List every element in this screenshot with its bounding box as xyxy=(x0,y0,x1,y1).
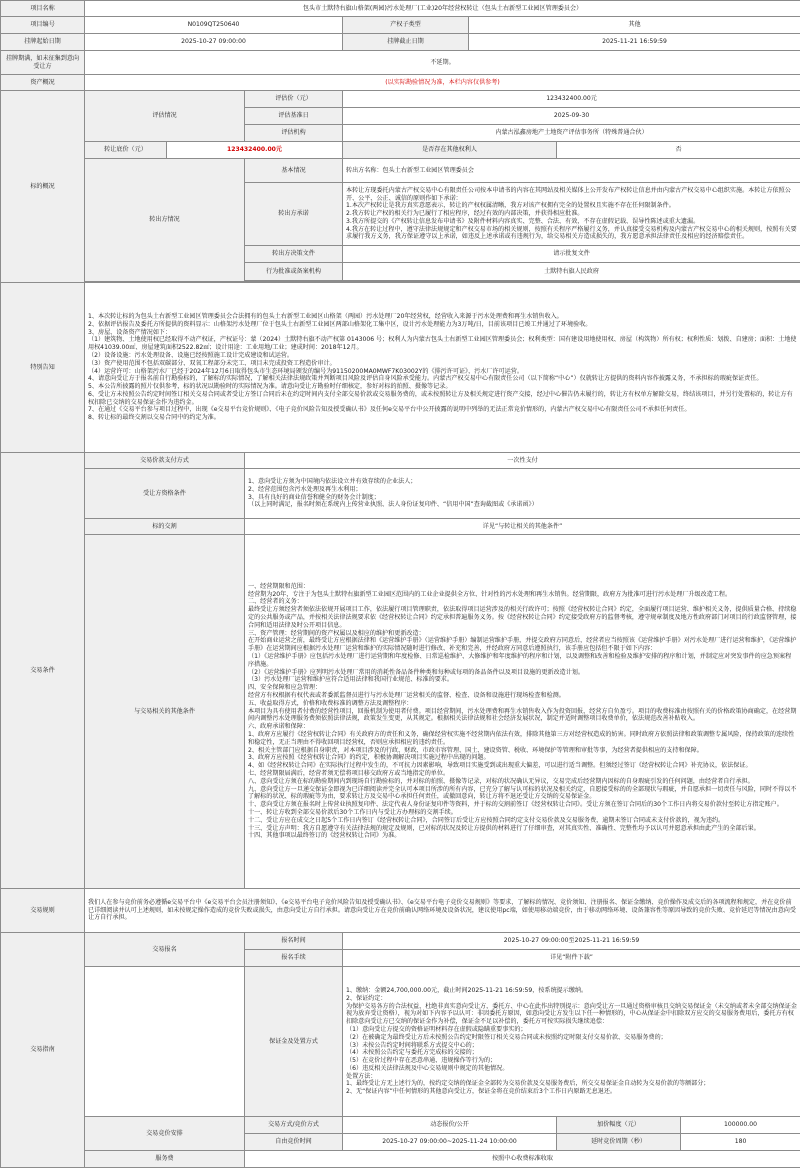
eval-date: 2025-09-30 xyxy=(343,108,800,125)
eval-value-label: 评估价（元） xyxy=(245,91,343,108)
condition-line: （1）《运营维护手册》应包括污水处理厂进行运营期和年度检修、日常巡检维护、大修维护和年度维护的程序和计划，以及调整和改善和检验及维护安排的程序和计划，并制定应对突发事件的应急预案程序措施。 xyxy=(248,653,797,669)
other-rights-label: 是否存在其他权利人 xyxy=(343,142,557,159)
other-rights: 否 xyxy=(557,142,800,159)
condition-line: 2、相关主管部门应根据自身职责，对本项目涉及的行政、财政、市政市容管理、国土、建设资管、税收、环境保护等管理和审批等事，为经营者提供相应的支持和保障。 xyxy=(248,747,797,755)
deposit-rules xyxy=(343,967,800,1117)
approval-org: 土默特右旗人民政府 xyxy=(343,263,800,281)
deposit-line: 为保护交易各方的合法权益，杜绝非真实意向受让方，委托方、中心在此作出特别提示：意向受让方一旦通过资格审核且交纳交易保证金（未交纳或者未全部交纳保证金视为放弃受让资格），视为对如下内容予以认可：非因委托方原因，如意向受让方发生以下任一种情形的，中心从保证金中扣除双方应交的交易服务费用后，委托方有权扣除意向受让方已交纳的保证金作为补偿，保证金不足以补偿的，委托方可按实际损失继续追偿： xyxy=(346,1003,797,1026)
listing-end: 2025-11-21 16:59:59 xyxy=(469,34,800,51)
condition-line: 十一、转让方收到全部交易价款后30个工作日内与受让方办理标的交割手续。 xyxy=(248,809,797,817)
fee-label: 服务费 xyxy=(85,1151,245,1168)
condition-line: 4、如《经营权转让合同》在实际执行过程中发生的，不可抗力因素影响，导致项目实施受到或出现重大偏差，可以进行适当调整。但须经过签订《经营权转让合同》补充协议，依法保证。 xyxy=(248,762,797,770)
notice-line: 4、请意向受让方于报名前自行勘验标的，了解标的实际情况，了解相关法律法规政策并判断项目风险及评估自身风险承受能力。内蒙古产权交易中心有限责任公司（以下简称“中心”）仅就转让方提供的资料内容作披露义务，不承担标的瑕疵保证责任。 xyxy=(88,375,797,383)
payment-method: 一次性支付 xyxy=(245,453,800,469)
notice-line: 7、在通过《交易平台参与项目过程中，出现《e交易平台竞价规则》、《电子竞价风险告知及授受确认书》及任何e交易平台中公开披露的说明中列举的无法正常竞价情形的，内蒙古产权交易中心有限责任公司不承担任何责任。 xyxy=(88,406,797,414)
payment-label: 交易价款支付方式 xyxy=(85,453,245,469)
listing-start-label: 挂牌起始日期 xyxy=(1,34,85,51)
reg-proc-label: 报名手续 xyxy=(245,950,343,967)
reg-time-label: 报名时间 xyxy=(245,933,343,950)
bid-method: 动态报价/公开 xyxy=(343,1117,557,1134)
reg-time: 2025-10-27 09:00:00至2025-11-21 16:59:59 xyxy=(343,933,800,950)
condition-line: 在开始商业运营之前，最终受让方应根据法律和《运营维护手册》（运营维护手册）编制运营维护手册，并提交政府方同意后，经营者应当按照该《运营维护手册》对污水处理厂进行运营和维护，《运营维护手册》在运营期间应根据污水处理厂运营和维护的实际情况随时进行修改、补充和完善，并经政府方同意后遵照执行，该手册应包括但不限于如下内容： xyxy=(248,637,797,653)
bid-method-label: 交易方式/竞价方式 xyxy=(245,1117,343,1134)
asset-type-label: 产权子类型 xyxy=(343,17,469,34)
notice-line: 8、转让标的最终交割以交易合同中的约定为准。 xyxy=(88,414,797,422)
condition-line: （3）污水处理厂运营和维护应符合适用法律和我国行业规范、标准的要求。 xyxy=(248,676,797,684)
decision-doc-label: 转出方决策文件 xyxy=(245,246,343,263)
transferor-promise-label: 转出方承诺 xyxy=(245,183,343,246)
condition-line: 经营期为20年，专注于为包头土默特右旗新型工业园区范围内的工业企业提供全方位、针对性的污水处理和再生水销售。经营期限，政府方为批准可进行污水处理厂升级改造工程。 xyxy=(248,591,797,599)
qualification-label: 受让方资格条件 xyxy=(85,469,245,519)
condition-line: 经营方有权根据有权代表或者委派监督员进行与污水处理厂运营相关的监督、检查、设备和设施进行现场检查和检测。 xyxy=(248,692,797,700)
asset-overview-label: 资产概况 xyxy=(1,75,85,91)
fee: 按照中心收费标准收取 xyxy=(245,1151,800,1168)
condition-line: 七、经营期限届满后，经营者须无偿将项目移交政府方或当地指定的单位。 xyxy=(248,770,797,778)
project-no: N0109QT250640 xyxy=(85,17,343,34)
notice-line: 3、房屋、设备资产情况如下： xyxy=(88,329,797,337)
bid-time-label: 自由竞价时间 xyxy=(245,1134,343,1151)
other-conditions-label: 与交易相关的其他条件 xyxy=(85,535,245,889)
deposit-line: 2、无“保证内容”中任何情形的其他意向受让方，保证金将在竞价结束后3个工作日内原路无息退还。 xyxy=(346,1088,797,1096)
deposit-line: 1、缴纳：金额24,700,000.00元，截止时间2025-11-21 16:59:59，按系统提示缴纳。 xyxy=(346,987,797,995)
deposit-line: （5）在竞价过程中存在恶意串通、违规操作等行为的； xyxy=(346,1057,797,1065)
condition-line: 一、经营期限和范围： xyxy=(248,583,797,591)
deposit-line: （6）违反相关法律法规及中心交易规则中规定的其他情况。 xyxy=(346,1065,797,1073)
qual-line: 2、经营范围包含污水处理及再生水利用； xyxy=(248,486,797,494)
notice-line: （1）建筑物、土地使用权已经取得不动产权证，产权证号：蒙（2024）土默特右旗不动产权第 0143006 号；权利人为内蒙古包头土右新型工业园区管理委员会；权利类型：国有建设用地使用权、房屋（构筑物）所有权；权利性质：划拨、自建房；面积：土地使用权41039.00㎡、房屋建筑面积2522.82㎡；设计用途：工业用地/工业；建成时间：2018年12月。 xyxy=(88,336,797,352)
guide-label: 交易指南 xyxy=(1,933,85,1168)
condition-line: 本项目为具有使用者付费的经营性项目，回报机制为使用者付费。项目经营期间，污水处理费和再生水销售收入作为投资回报，经营方自负盈亏。项目的收费标准由按照有关的价格政策协商确定，在经营期间内调整污水处理服务费须依照法律法规，政策发生变更，从其规定。根据相关法律法规和社会经济发展状况，制定并适时调整项目收费单价，依法规范改善补贴收入。 xyxy=(248,708,797,724)
deposit-line: 2、保证约定： xyxy=(346,995,797,1003)
reg-proc: 详见“附件下载” xyxy=(343,950,800,967)
special-notice-label: 特别告知 xyxy=(1,283,85,453)
bidding-label: 交易竞价安排 xyxy=(85,1117,245,1151)
registration-label: 交易报名 xyxy=(85,933,245,967)
deposit-line: 处置方法： xyxy=(346,1073,797,1081)
conditions-label: 交易条件 xyxy=(1,453,85,889)
eval-section-label: 评估情况 xyxy=(85,91,245,142)
deposit-line: 1、最终受让方无上述行为的，按约定交纳的保证金全部转为交易价款及交易服务费后，所交交易保证金自动转为交易价款的等额部分； xyxy=(346,1080,797,1088)
eval-value: 123432400.00元 xyxy=(343,91,800,108)
condition-line: 九、意向受让方一旦递交保证金即视为已详细阅读并完全认可本项目所涉的所有内容，已充分了解与认可标的状况及相关约定，自愿接受标的的全部现状与瑕疵，并自愿承担一切责任与风险，同时不得以不了解标的状况、标的瑕疵等为由，要求转让方及交易中心承担任何责任，或撤回意向，转让方将不退还受让方交纳的交易保证金。 xyxy=(248,786,797,802)
extension-label: 挂牌期满，如未征集到意向受让方 xyxy=(1,51,85,75)
deposit-line: （2）在被确定为最终受让方后未按照公告约定时限签订相关交易合同或未按照约定时限支付交易价款、交易服务费的； xyxy=(346,1034,797,1042)
deposit-label: 保证金及处置方式 xyxy=(245,967,343,1117)
delay-label: 延时竞价周期（秒） xyxy=(557,1134,681,1151)
notice-line: 2、依据评估报告及委托方所提供的资料显示：山格架污水处理厂位于包头土右新型工业园区两部山格架化工集中区，设计污水处理能力为3万吨/日，目前该项目已竣工并通过了环境验收。 xyxy=(88,321,797,329)
bid-time: 2025-10-27 09:00:00~2025-11-24 10:00:00 xyxy=(343,1134,557,1151)
condition-line: 三、资产管理：经营期间的资产权属以及相应的维护和更新改造： xyxy=(248,630,797,638)
base-price-label: 转让底价（元） xyxy=(85,142,167,159)
delivery-value: 详见“与转让相关的其他条件” xyxy=(245,519,800,535)
qualification-conditions xyxy=(245,469,800,519)
increment: 100000.00 xyxy=(681,1117,800,1134)
notice-line: （3）资产使用范围不包括双碳部分、双氧工程部分未完工、项目未完成投资工程造价审计。 xyxy=(88,360,797,368)
condition-line: （2）《运营维护手册》应列明污水处理厂常用的消耗性备品备件种类和每种或每项的备品备件以及项目设施的更新改造计划。 xyxy=(248,669,797,677)
base-price: 123432400.00元 xyxy=(167,142,343,159)
delay: 180 xyxy=(681,1134,800,1151)
notice-line: 1、本次转让标的为包头土右新型工业园区管理委员会合法拥有的包头土右新型工业园区山格架（两园）污水处理厂20年经营权，经营收入来源于污水处理费和再生水销售收入。 xyxy=(88,313,797,321)
increment-label: 加价幅度（元） xyxy=(557,1117,681,1134)
eval-org: 内蒙古泓鑫房地产土地资产评估事务所（特殊普通合伙） xyxy=(343,125,800,142)
transferor-basic-info: 转出方名称：包头土右新型工业园区管理委员会 xyxy=(343,159,800,183)
approval-org-label: 行为批准或备案机构 xyxy=(245,263,343,281)
basic-info-label: 基本情况 xyxy=(245,159,343,183)
deposit-line: （4）未按照公告约定与委托方完成标的交接的； xyxy=(346,1049,797,1057)
qual-line: 3、具有良好的商业信誉和健全的财务会计制度； xyxy=(248,494,797,502)
extension-value: 不延期。 xyxy=(85,51,800,75)
project-name-label: 项目名称 xyxy=(1,1,85,17)
deposit-line: （1）意向受让方提交的资格证明材料存在虚假或隐瞒重要事实的； xyxy=(346,1026,797,1034)
condition-line: 最终受让方须经营者须依法依规开展项目工作，依法履行项目管理职责，依法取得项目运营涉及的相关行政许可；按照《经营权转让合同》约定，全面履行项目运营、维护相关义务，提供质量合格、持续稳定的公共服务或产品，并按相关法律法规要求依《经营权转让合同》约定承担普遍服务义务。按《经营权转让合同》约定接受政府方的监督考核，遵守规章制度及地方性政府部门对项目的行政监督管理，接合同和适用法律及时公开项目信息。 xyxy=(248,606,797,629)
qual-line: （以上同时满足，报名时须在系统内上传营业执照、法人身份证复印件、“信用中国”查询截图或《承诺函》） xyxy=(248,501,797,509)
decision-doc: 请示批复文件 xyxy=(343,246,800,263)
eval-org-label: 评估机构 xyxy=(245,125,343,142)
notice-line: （4）运营许可：山格架污水厂已经于2024年12月6日取得包头市生态环境局颁发的编号为91150200MA0MWF7K03002Y的《排污许可证》，污水厂许可运营。 xyxy=(88,368,797,376)
notice-line: 5、本公告所披露的照片仅供参考，标的状况以勘验时的实际情况为准。请意向受让方勘验时仔细核定，参好对标的拍照、摄像等记录。 xyxy=(88,383,797,391)
listing-start: 2025-10-27 09:00:00 xyxy=(85,34,343,51)
asset-overview-note: (以实际勘验情况为准，本栏内容仅供参考) xyxy=(85,75,800,91)
special-notice xyxy=(85,283,800,453)
project-name: 包头市土默特右旗山格架(两园)污水处理厂(工业)20年经营权转让（包头土右新型工业园区管理委员会） xyxy=(85,1,800,17)
condition-line: 八、意向受让方须在标的勘验期间内到现场自行勘验标的，并对标的拍照、摄像等记录，对标的状况确认无异议，交易完成后经营期内因标的自身瑕疵引发的任何问题，由经营者自行承担。 xyxy=(248,778,797,786)
condition-line: 二、经营者的义务： xyxy=(248,598,797,606)
transferor-promise: 本转让方现委托内蒙古产权交易中心有限责任公司按本申请书的内容在其网站及相关媒体上公开发布产权转让信息并由内蒙古产权交易中心组织实施。本转让方依照公开、公平、公正、诚信的原则作如下承诺： 1.本次产权转让是我方真实意愿表示，转让的产权权属清晰，我方对该产权拥有完全的处置权且实施不存在任何限制条件。 2.我方转让产权的相关行为已履行了相应程序，经过有效的内部决策，并获得相应批准。 3.我方所提交的《产权转让信息发布申请书》及附件材料内容真实、完整、合法、有效，不存在虚假记载、误导性陈述或重大遗漏。 4.我方在转让过程中，遵守法律法规规定和产权交易市场的相关规则，按照有关程序严格履行义务，并认真接受交易机构及内蒙古产权交易中心的相关规则，按照有关要求履行我方义务，我方保证遵守以上承诺，如违反上述承诺或有违规行为，给交易相关方造成损失的，我方愿意承担法律责任及相应的经济赔偿责任。 xyxy=(343,183,800,246)
condition-line: 五、收益取得方式，价格和收费标准的调整方法及调整程序： xyxy=(248,700,797,708)
condition-line: 十四、其他事项以最终签订的《经营权转让合同》为准。 xyxy=(248,832,797,840)
other-conditions xyxy=(245,535,800,889)
eval-date-label: 评估基准日 xyxy=(245,108,343,125)
notice-line: 6、受让方未按照公告约定时间签订相关交易合同或者受让方签订合同后未在约定时间内支付全部交易价款或交易服务费的，或未按照转让方及相关规定进行资产交接，经过中心催告仍未履行的，转让方有权单方解除交易，终结该项目，并另行处置标的，转让方有权扣除已交纳的交易保证金作为违约金。 xyxy=(88,391,797,407)
condition-line: 1、政府方应履行《经营权转让合同》有关政府方的责任和义务，确保经营权实施不经营期内依法有效，排除其他第三方对经营权造成的妨害。同时政府方依照法律和政策调整专属风险，保持政策的连续性和稳定性，无正当理由不得收回项目经营权，否则应承担相应的违约责任。 xyxy=(248,731,797,747)
transferor-label: 转出方情况 xyxy=(85,159,245,282)
subject-overview-label: 标的概况 xyxy=(1,91,85,283)
condition-line: 十、意向受让方须在报名时上传营业执照复印件、法定代表人身份证复印件等资料，并于标的交割前签订《经营权转让合同》。受让方须在签订合同后的30个工作日内将交易价款付至转让方指定账户。 xyxy=(248,801,797,809)
condition-line: 3、政府方应按照《经营权转让合同》的约定，积极协调解决项目实施过程中出现的问题。 xyxy=(248,754,797,762)
delivery-label: 标的交割 xyxy=(85,519,245,535)
project-no-label: 项目编号 xyxy=(1,17,85,34)
listing-end-label: 挂牌截止日期 xyxy=(343,34,469,51)
rules-text: 我们人在参与竞价前务必遵循e交易平台中《e交易平台会员注册须知》、《e交易平台电子竞价风险告知及授受确认书》、《e交易平台电子竞价交易规则》等要求，了解标的情况、竞价须知、注册报名、保证金缴纳、竞价操作及成交后的各项流程和规定，并在竞价前已详细阅读并认可上述规则，如未按规定操作造成的竞价失败或损失，由意向受让方自行承担。请意向受让方在竞价前确认网络环境及设备状况，建议使用pc端，如使用移动端竞价，由于移动网络环境、设备兼容性等原因导致的竞价失败、竞价延迟等情况由意向受让方自行承担。 xyxy=(85,889,800,933)
rules-label: 交易规则 xyxy=(1,889,85,933)
condition-line: 十三、受让方声明：我方自愿遵守有关法律法规的规定及规则，已对标的状况及转让方提供的材料进行了仔细审查，对其真实性、准确性、完整性均予以认可并愿意承担由此产生的全部后果。 xyxy=(248,825,797,833)
notice-line: （2）设备设施：污水处理设备、设施已经按照施工设计完成建设和试运营。 xyxy=(88,352,797,360)
deposit-line: （3）未按公告约定时间将联系方式提交中心的； xyxy=(346,1042,797,1050)
condition-line: 十二、受让方应在成交之日起5个工作日内签订《经营权转让合同》，合同签订后受让方应按照合同约定支付交易价款及交易服务费，逾期未签订合同或未支付价款的，视为违约。 xyxy=(248,817,797,825)
condition-line: 四、安全保障和应急管理： xyxy=(248,684,797,692)
asset-type: 其他 xyxy=(469,17,800,34)
condition-line: 六、政府承诺和保障： xyxy=(248,723,797,731)
qual-line: 1、意向受让方须为中国境内依法设立并有效存续的企业法人； xyxy=(248,478,797,486)
deposit-blank xyxy=(85,967,245,1117)
